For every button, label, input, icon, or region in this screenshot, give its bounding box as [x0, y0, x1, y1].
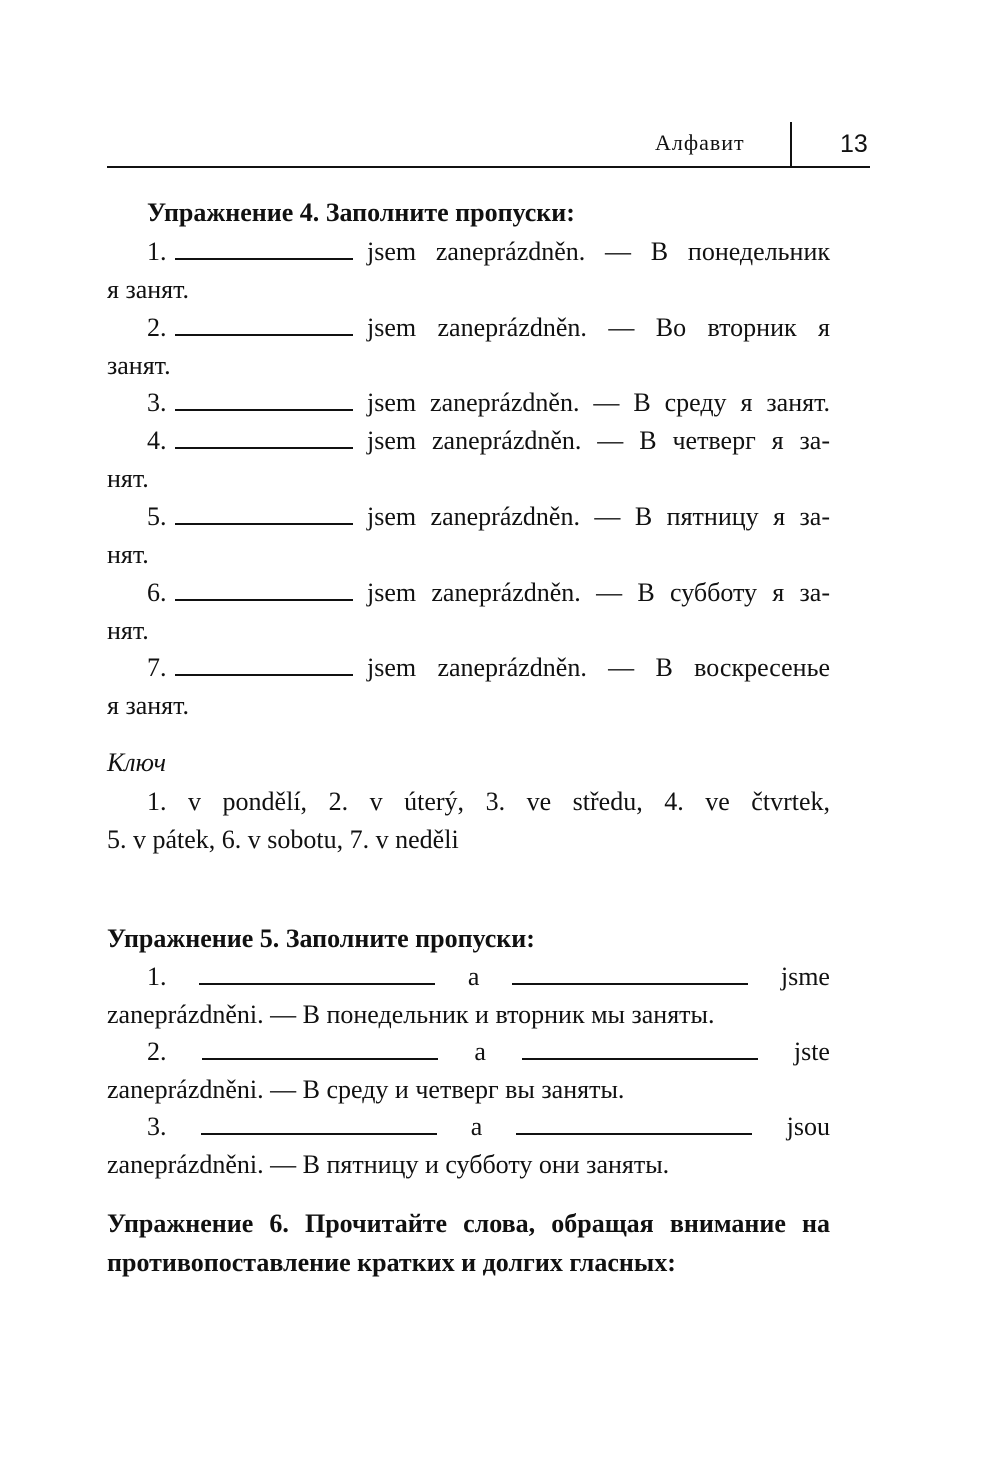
exercise-5-item-continuation: zaneprázdněni. — В пятницу и субботу они заняты.: [107, 1150, 670, 1179]
item-number: 2.: [147, 313, 167, 342]
fill-in-blank[interactable]: [201, 1113, 437, 1135]
exercise-4-item-continuation: я занят.: [107, 691, 190, 720]
fill-in-blank[interactable]: [175, 654, 353, 676]
conjunction: a: [474, 1037, 486, 1066]
exercise-5-item: [147, 1112, 830, 1142]
item-number: 5.: [147, 502, 167, 531]
exercise-5-item: [147, 1037, 830, 1067]
exercise-4-title: Упражнение 4. Заполните пропуски:: [147, 198, 575, 227]
item-number: 1.: [147, 237, 167, 266]
item-number: 1.: [147, 962, 167, 991]
exercise-5-item-continuation: zaneprázdněni. — В среду и четверг вы заняты.: [107, 1075, 625, 1104]
exercise-4-item: [147, 388, 830, 418]
key-label: Ключ: [107, 748, 166, 777]
exercise-4-item-continuation: нят.: [107, 540, 149, 569]
header-rule: [107, 166, 870, 168]
exercise-4-item: [147, 426, 830, 456]
verb-form: jsou: [786, 1112, 830, 1141]
conjunction: a: [467, 962, 480, 991]
exercise-4-item: [147, 237, 830, 267]
exercise-4-item-continuation: занят.: [107, 351, 171, 380]
exercise-4-item-continuation: нят.: [107, 616, 149, 645]
exercise-6-title-line-2: противопоставление кратких и долгих гласных:: [107, 1248, 676, 1277]
header-vertical-divider: [790, 122, 792, 168]
fill-in-blank[interactable]: [175, 579, 353, 601]
verb-form: jste: [793, 1037, 830, 1066]
item-number: 2.: [147, 1037, 167, 1066]
key-answers-line-1: 1. v pondělí, 2. v úterý, 3. ve středu, 4. ve čtvrtek,: [147, 787, 830, 816]
conjunction: a: [470, 1112, 483, 1141]
key-answers-line-2: 5. v pátek, 6. v sobotu, 7. v neděli: [107, 825, 459, 854]
running-header-title: Алфавит: [655, 130, 745, 155]
item-number: 6.: [147, 578, 167, 607]
exercise-4-item: [147, 653, 830, 683]
fill-in-blank[interactable]: [175, 503, 353, 525]
fill-in-blank[interactable]: [175, 238, 353, 260]
item-sentence: jsem zaneprázdněn. — В воскресенье: [367, 653, 830, 682]
exercise-4-item: [147, 578, 830, 608]
fill-in-blank[interactable]: [199, 963, 435, 985]
item-sentence: jsem zaneprázdněn. — В среду я занят.: [367, 388, 830, 417]
page-number: 13: [840, 130, 868, 158]
fill-in-blank[interactable]: [522, 1038, 758, 1060]
item-sentence: jsem zaneprázdněn. — В понедельник: [367, 237, 830, 266]
item-number: 3.: [147, 1112, 167, 1141]
exercise-5-item-continuation: zaneprázdněni. — В понедельник и вторник мы заняты.: [107, 1000, 715, 1029]
item-sentence: jsem zaneprázdněn. — В пятницу я за-: [367, 502, 830, 531]
item-sentence: jsem zaneprázdněn. — В субботу я за-: [367, 578, 830, 607]
fill-in-blank[interactable]: [202, 1038, 438, 1060]
fill-in-blank[interactable]: [175, 314, 353, 336]
item-sentence: jsem zaneprázdněn. — Во вторник я: [367, 313, 830, 342]
item-sentence: jsem zaneprázdněn. — В четверг я за-: [367, 426, 830, 455]
exercise-5-title: Упражнение 5. Заполните пропуски:: [107, 924, 535, 953]
exercise-4-item: [147, 502, 830, 532]
exercise-4-item: [147, 313, 830, 343]
exercise-4-item-continuation: нят.: [107, 464, 149, 493]
fill-in-blank[interactable]: [512, 963, 748, 985]
verb-form: jsme: [780, 962, 830, 991]
exercise-4-item-continuation: я занят.: [107, 275, 190, 304]
item-number: 4.: [147, 426, 167, 455]
exercise-5-item: [147, 962, 830, 992]
fill-in-blank[interactable]: [175, 427, 353, 449]
fill-in-blank[interactable]: [516, 1113, 752, 1135]
item-number: 7.: [147, 653, 167, 682]
item-number: 3.: [147, 388, 167, 417]
exercise-6-title-line-1: Упражнение 6. Прочитайте слова, обращая внимание на: [107, 1209, 830, 1238]
fill-in-blank[interactable]: [175, 389, 353, 411]
